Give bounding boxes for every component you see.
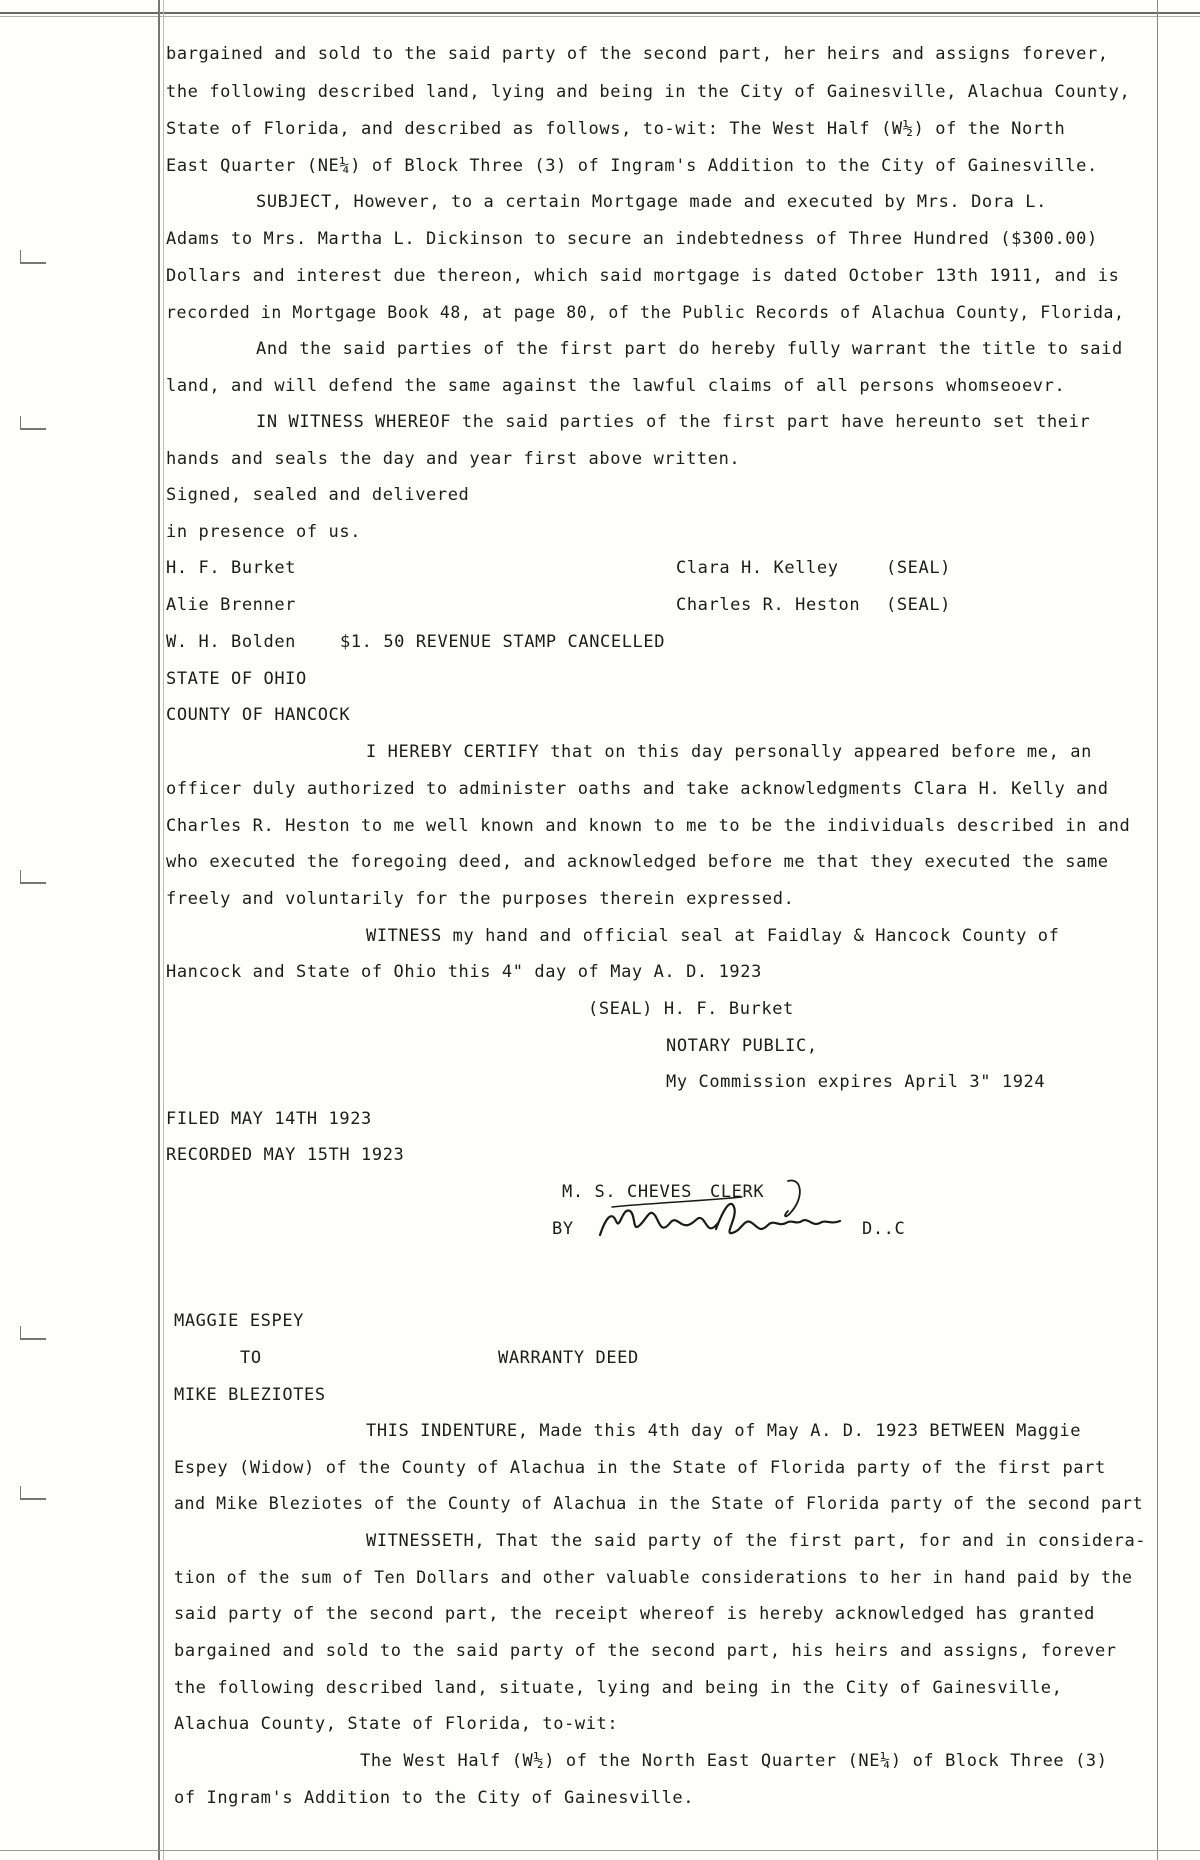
deed-text-line: Alachua County, State of Florida, to-wit: (174, 1714, 619, 1734)
top-border-rule (0, 12, 1200, 14)
deed-text-line: State of Florida, and described as follows, to-wit: The West Half (W½) of the North (166, 119, 1066, 139)
deed-text-line: said party of the second part, the receipt whereof is hereby acknowledged has granted (174, 1604, 1095, 1624)
deed-text-line: bargained and sold to the said party of the second part, her heirs and assigns forever, (166, 44, 1109, 64)
notary-signature-line: (SEAL) H. F. Burket (588, 999, 794, 1019)
signatory-name: Clara H. Kelley (676, 558, 839, 578)
deputy-clerk-suffix: D..C (862, 1219, 906, 1239)
deed-text-line: of Ingram's Addition to the City of Gainesville. (174, 1788, 695, 1808)
deed-text-line: And the said parties of the first part do hereby fully warrant the title to said (256, 339, 1123, 359)
binder-hole-mark (20, 1498, 46, 1500)
deed-text-line: and Mike Bleziotes of the County of Alachua in the State of Florida party of the second part (174, 1494, 1144, 1513)
by-label: BY (552, 1219, 574, 1239)
venue-state: STATE OF OHIO (166, 669, 307, 689)
deed-text-line: Dollars and interest due thereon, which said mortgage is dated October 13th 1911, and is (166, 266, 1120, 286)
deed-text-line: Espey (Widow) of the County of Alachua in the State of Florida party of the first part (174, 1458, 1106, 1478)
grantee-heading: MIKE BLEZIOTES (174, 1385, 326, 1405)
certificate-text-line: who executed the foregoing deed, and acknowledged before me that they executed the same (166, 852, 1109, 872)
witness-name: H. F. Burket (166, 558, 297, 578)
filed-date: FILED MAY 14TH 1923 (166, 1109, 372, 1129)
certificate-text-line: Hancock and State of Ohio this 4" day of May A. D. 1923 (166, 962, 762, 982)
left-margin-rule-secondary (163, 0, 164, 1860)
to-heading: TO (240, 1348, 262, 1368)
deed-text-line: SUBJECT, However, to a certain Mortgage made and executed by Mrs. Dora L. (256, 192, 1047, 212)
binder-hole-mark (20, 882, 46, 884)
deed-text-line: IN WITNESS WHEREOF the said parties of the first part have hereunto set their (256, 412, 1091, 432)
binder-hole-mark (20, 1338, 46, 1340)
deed-text-line: the following described land, situate, lying and being in the City of Gainesville, (174, 1678, 1063, 1698)
binder-hole-mark (20, 262, 46, 264)
witness-name: Alie Brenner (166, 595, 297, 615)
grantor-heading: MAGGIE ESPEY (174, 1311, 305, 1331)
deed-text-line: hands and seals the day and year first above written. (166, 449, 741, 469)
certificate-text-line: Charles R. Heston to me well known and known to me to be the individuals described in and (166, 816, 1131, 836)
seal-marker: (SEAL) (886, 558, 952, 578)
notary-title: NOTARY PUBLIC, (666, 1036, 818, 1056)
binder-hole-mark (20, 428, 46, 430)
deed-text-line: The West Half (W½) of the North East Quarter (NE¼) of Block Three (3) (360, 1751, 1108, 1771)
commission-expiry: My Commission expires April 3" 1924 (666, 1072, 1046, 1092)
deed-type-heading: WARRANTY DEED (498, 1348, 639, 1368)
revenue-stamp-note: $1. 50 REVENUE STAMP CANCELLED (340, 632, 666, 652)
recorded-date: RECORDED MAY 15TH 1923 (166, 1145, 405, 1165)
venue-county: COUNTY OF HANCOCK (166, 705, 351, 725)
signed-sealed-line: Signed, sealed and delivered (166, 485, 470, 505)
certificate-text-line: I HEREBY CERTIFY that on this day personally appeared before me, an (366, 742, 1092, 762)
deed-text-line: Adams to Mrs. Martha L. Dickinson to secure an indebtedness of Three Hundred ($300.00) (166, 229, 1098, 249)
certificate-text-line: freely and voluntarily for the purposes therein expressed. (166, 889, 795, 909)
top-border-rule-secondary (0, 16, 1200, 17)
clerk-title: CLERK (710, 1182, 765, 1202)
signatory-name: Charles R. Heston (676, 595, 861, 615)
certificate-text-line: WITNESS my hand and official seal at Faidlay & Hancock County of (366, 926, 1060, 946)
deed-text-line: land, and will defend the same against the lawful claims of all persons whomseoevr. (166, 376, 1066, 396)
certificate-text-line: officer duly authorized to administer oaths and take acknowledgments Clara H. Kelly and (166, 779, 1109, 799)
deed-text-line: East Quarter (NE¼) of Block Three (3) of Ingram's Addition to the City of Gainesville. (166, 156, 1098, 176)
deed-text-line: bargained and sold to the said party of the second part, his heirs and assigns, forever (174, 1641, 1117, 1661)
deputy-clerk-signature (592, 1177, 854, 1247)
bottom-border-rule (0, 1850, 1200, 1851)
deed-text-line: recorded in Mortgage Book 48, at page 80, of the Public Records of Alachua County, Florida, (166, 303, 1125, 322)
seal-marker: (SEAL) (886, 595, 952, 615)
presence-line: in presence of us. (166, 522, 362, 542)
deed-text-line: WITNESSETH, That the said party of the first part, for and in considera- (366, 1531, 1147, 1551)
deed-text-line: THIS INDENTURE, Made this 4th day of May A. D. 1923 BETWEEN Maggie (366, 1421, 1082, 1441)
left-margin-rule (158, 0, 160, 1860)
clerk-name: M. S. CHEVES (562, 1182, 693, 1202)
deed-text-line: tion of the sum of Ten Dollars and other valuable considerations to her in hand paid by the (174, 1568, 1133, 1587)
witness-name: W. H. Bolden (166, 632, 297, 652)
deed-text-line: the following described land, lying and being in the City of Gainesville, Alachua County, (166, 82, 1131, 102)
right-margin-rule (1157, 0, 1158, 1860)
